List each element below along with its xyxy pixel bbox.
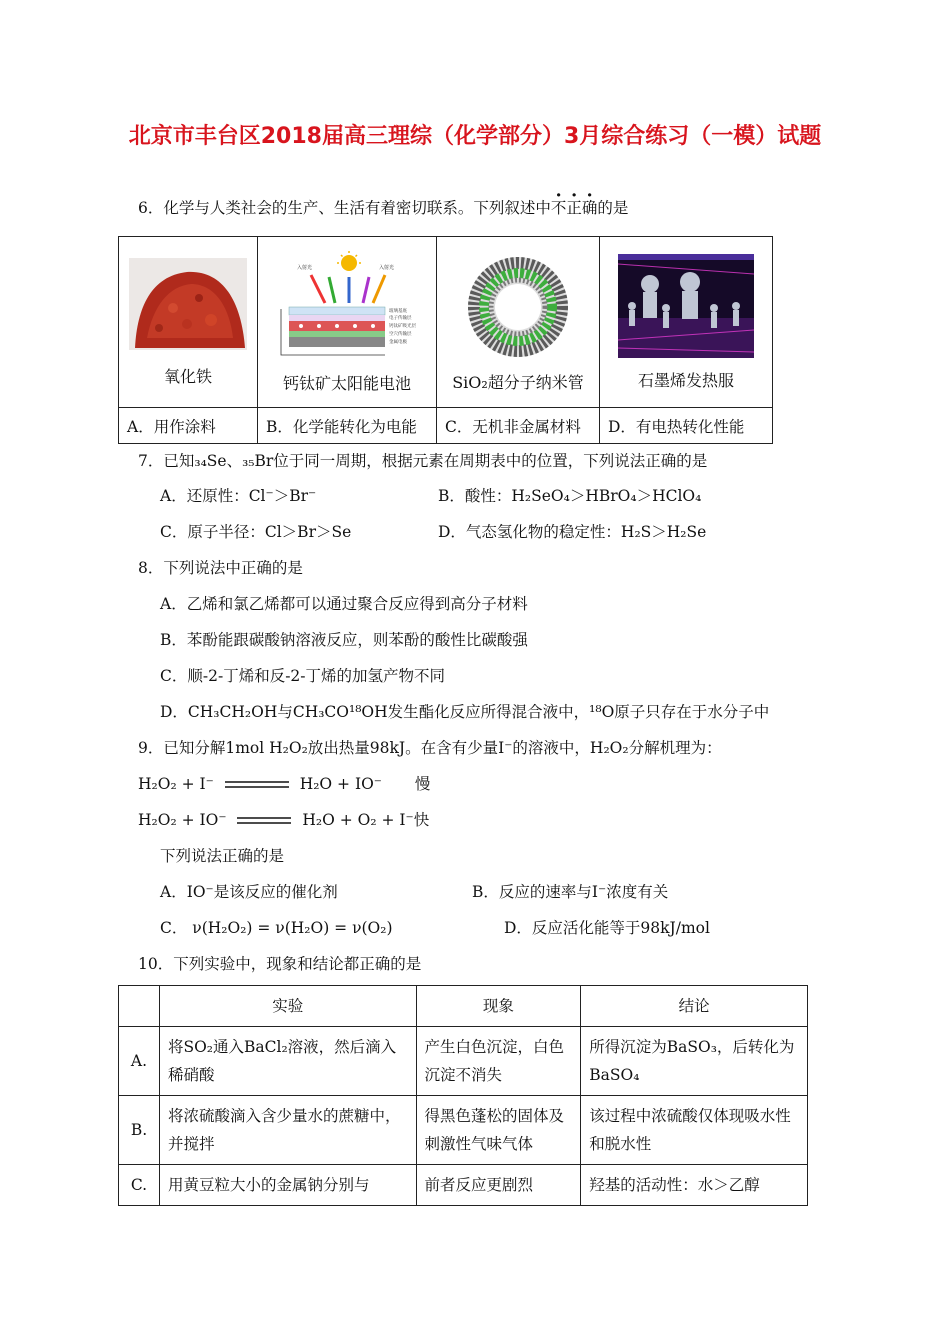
q8-option-c: C．顺-2-丁烯和反-2-丁烯的加氢产物不同 xyxy=(160,667,446,685)
q9-option-a: A．IO⁻是该反应的催化剂 xyxy=(160,883,338,901)
q6-cell-iron-oxide xyxy=(119,237,258,408)
sun-icon xyxy=(341,255,357,271)
q8-option-a: A．乙烯和氯乙烯都可以通过聚合反应得到高分子材料 xyxy=(160,595,528,613)
q6-table xyxy=(118,236,773,444)
svg-text:钙钛矿吸光层: 钙钛矿吸光层 xyxy=(389,323,416,329)
q8-option-b: B．苯酚能跟碳酸钠溶液反应，则苯酚的酸性比碳酸强 xyxy=(160,631,528,649)
q6-option-a: A．用作涂料 xyxy=(119,408,258,444)
svg-text:空穴传输层: 空穴传输层 xyxy=(389,331,412,337)
q9-reaction-2: H₂O₂ + IO⁻ H₂O + O₂ + I⁻快 xyxy=(138,811,430,829)
q7-option-d: D．气态氢化物的稳定性：H₂S＞H₂Se xyxy=(438,523,707,541)
table-row: C. 用黄豆粒大小的金属钠分别与 前者反应更剧烈 羟基的活动性：水＞乙醇 xyxy=(119,1165,808,1206)
caption-solar-cell: 钙钛矿太阳能电池 xyxy=(282,373,411,393)
graphene-heating-clothing-image xyxy=(618,254,754,358)
svg-text:金属电极: 金属电极 xyxy=(389,339,407,345)
svg-text:电子传输层: 电子传输层 xyxy=(389,315,412,321)
q7-stem: 7．已知₃₄Se、₃₅Br位于同一周期，根据元素在周期表中的位置，下列说法正确的是 xyxy=(138,452,708,470)
iron-oxide-image xyxy=(129,258,247,350)
q10-table xyxy=(118,985,808,1206)
q7-option-c: C．原子半径：Cl＞Br＞Se xyxy=(160,523,352,541)
q6-cell-nanotube xyxy=(437,237,600,408)
q6-stem: 6．化学与人类社会的生产、生活有着密切联系。下列叙述中不正确的是 xyxy=(138,199,629,217)
perovskite-solar-cell-diagram xyxy=(267,251,427,369)
page-title: 北京市丰台区2018届高三理综（化学部分）3月综合练习（一模）试题 xyxy=(128,124,822,149)
q6-cell-solar-cell xyxy=(258,237,437,408)
q9-option-b: B．反应的速率与I⁻浓度有关 xyxy=(472,883,669,901)
q6-option-c: C．无机非金属材料 xyxy=(437,408,600,444)
caption-iron-oxide: 氧化铁 xyxy=(163,366,212,386)
svg-text:入射光: 入射光 xyxy=(379,264,395,271)
q9-sub-stem: 下列说法正确的是 xyxy=(160,847,285,865)
q10-header-conclusion: 结论 xyxy=(581,986,808,1027)
q9-option-d: D．反应活化能等于98kJ/mol xyxy=(504,919,710,937)
q6-emph-2: 正 xyxy=(566,199,582,217)
q10-header-phenomenon: 现象 xyxy=(416,986,581,1027)
sio2-nanotube-image xyxy=(457,252,579,362)
q9-reaction-1: H₂O₂ + I⁻ H₂O + IO⁻ 慢 xyxy=(138,775,431,793)
q7-option-b: B．酸性：H₂SeO₄＞HBrO₄＞HClO₄ xyxy=(438,487,702,505)
q6-option-b: B．化学能转化为电能 xyxy=(258,408,437,444)
q10-stem: 10．下列实验中，现象和结论都正确的是 xyxy=(138,955,422,973)
q8-option-d: D．CH₃CH₂OH与CH₃CO¹⁸OH发生酯化反应所得混合液中，¹⁸O原子只存在于水分子中 xyxy=(160,703,770,721)
q9-stem: 9．已知分解1mol H₂O₂放出热量98kJ。在含有少量I⁻的溶液中，H₂O₂分解机理为： xyxy=(138,739,722,757)
q10-header-experiment: 实验 xyxy=(159,986,416,1027)
q6-cell-graphene-clothing xyxy=(600,237,773,408)
caption-nanotube: SiO₂超分子纳米管 xyxy=(452,372,584,392)
caption-graphene-clothing: 石墨烯发热服 xyxy=(637,370,734,390)
q7-option-a: A．还原性：Cl⁻＞Br⁻ xyxy=(160,487,317,505)
svg-text:玻璃基底: 玻璃基底 xyxy=(389,308,407,314)
equals-arrow-icon xyxy=(225,780,289,790)
table-row: A. 将SO₂通入BaCl₂溶液，然后滴入稀硝酸 产生白色沉淀，白色沉淀不消失 所得沉淀为BaSO₃，后转化为BaSO₄ xyxy=(119,1027,808,1096)
table-row: B. 将浓硫酸滴入含少量水的蔗糖中，并搅拌 得黑色蓬松的固体及刺激性气味气体 该过程中浓硫酸仅体现吸水性和脱水性 xyxy=(119,1096,808,1165)
q10-header-blank xyxy=(119,986,160,1027)
q6-emph-1: 不 xyxy=(550,199,567,217)
equals-arrow-icon xyxy=(237,816,291,826)
q9-option-c: C． ν(H₂O₂) = ν(H₂O) = ν(O₂) xyxy=(160,919,393,937)
svg-text:入射光: 入射光 xyxy=(297,264,313,271)
q8-stem: 8．下列说法中正确的是 xyxy=(138,559,303,577)
q6-emph-3: 确 xyxy=(581,199,598,217)
q6-option-d: D．有电热转化性能 xyxy=(600,408,773,444)
